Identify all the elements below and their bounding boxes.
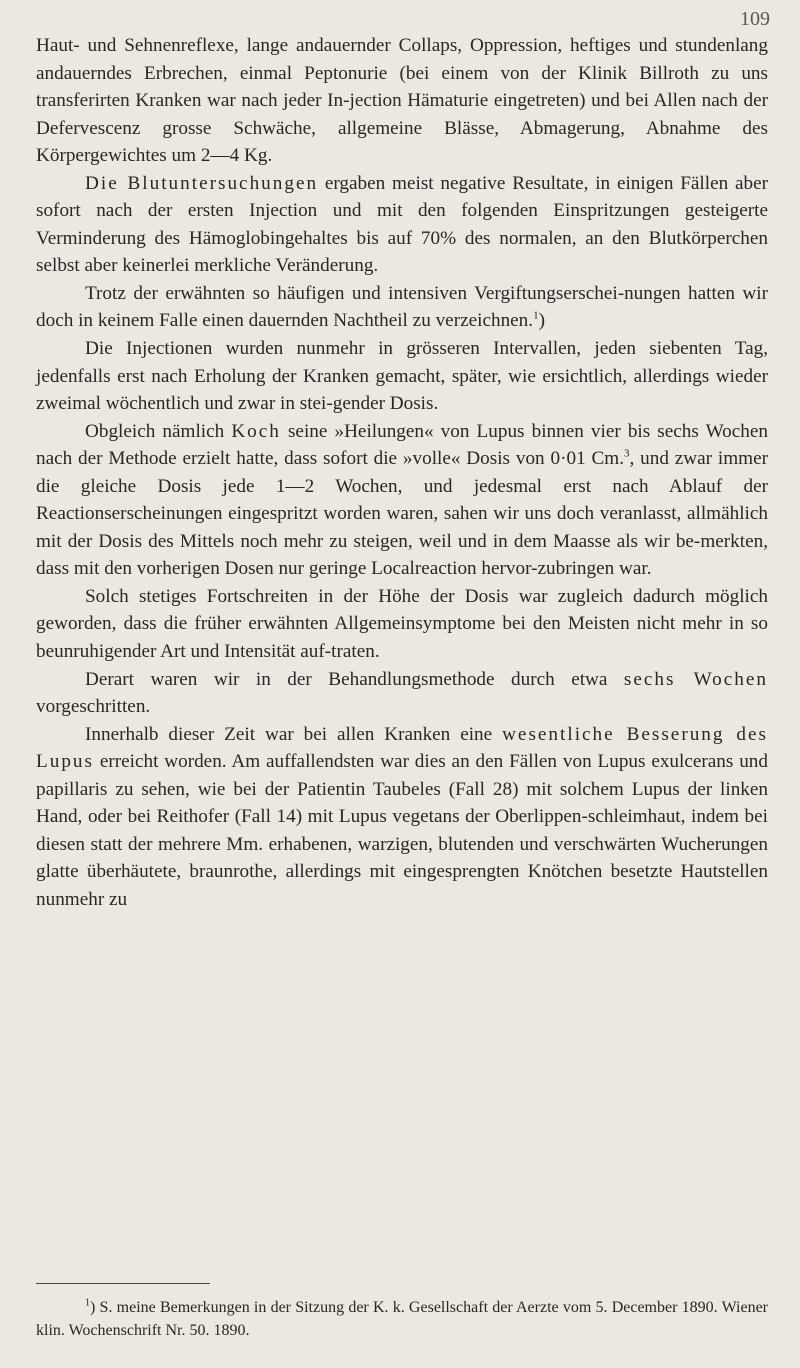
paragraph-6	[36, 583, 768, 666]
paragraph-3	[36, 280, 768, 335]
paragraph-text: seine »Heilungen« von Lupus binnen vier bis sechs Wochen nach der Methode erzielt hatte, dass sofort die »volle« Dosis von 0·01 Cm.	[36, 420, 768, 470]
paragraph-text: )	[538, 310, 545, 332]
paragraph-text: , und zwar immer die gleiche Dosis jede 1—2 Wochen, und jedesmal erst nach Ablauf der Reactionserscheinungen eingespritzt worden waren, sahen wir uns doch veranlasst, allmählich mit der Dosis des Mittels noch mehr zu steigen, weil und in dem Maasse als wir be-merkten, dass mit den vorherigen Dosen nur geringe Localreaction hervor-zubringen war.	[36, 448, 768, 580]
footnote-body: ) S. meine Bemerkungen in der Sitzung der K. k. Gesellschaft der Aerzte vom 5. December 1890. Wiener klin. Wochenschrift Nr. 50. 1890.	[36, 1299, 768, 1339]
superscript-unit: 3	[624, 447, 630, 460]
paragraph-text: erreicht worden. Am auffallendsten war dies an den Fällen von Lupus exulcerans und papillaris zu sehen, wie bei der Patientin Taubeles (Fall 28) mit solchem Lupus der linken Hand, oder bei Reithofer (Fall 14) mit Lupus vegetans der Oberlippen-schleimhaut, indem bei diesen statt der mehrere Mm. erhabenen, warzigen, blutenden und verschwärten Wucherungen glatte überhäutete, braunrothe, allerdings mit eingesprengten Knötchen besetzte Hautstellen nunmehr zu	[36, 751, 768, 910]
spaced-emphasis: wesentliche Besserung des Lupus	[36, 723, 768, 773]
paragraph-1	[36, 32, 768, 170]
paragraph-text: Innerhalb dieser Zeit war bei allen Kranken eine	[85, 723, 503, 745]
paragraph-text: vorgeschritten.	[36, 696, 151, 718]
paragraph-text: Die Injectionen wurden nunmehr in grösseren Intervallen, jeden siebenten Tag, jedenfalls erst nach Erholung der Kranken gemacht, später, wie ersichtlich, allerdings wieder zweimal wöchentlich und zwar in stei-gender Dosis.	[36, 338, 768, 415]
paragraph-text: ergaben meist negative Resultate, in einigen Fällen aber sofort nach der ersten Injection und mit den folgenden Einspritzungen gesteigerte Verminderung des Hämoglobingehaltes bis auf 70% des normalen, an den Blutkörperchen selbst aber keinerlei merkliche Veränderung.	[36, 172, 769, 277]
paragraph-7	[36, 666, 768, 721]
paragraph-text: Obgleich nämlich	[85, 420, 232, 442]
spaced-emphasis: Die Blutuntersuchungen	[85, 172, 319, 194]
paragraph-text: Derart waren wir in der Behandlungsmethode durch etwa	[85, 668, 624, 690]
footnote	[36, 1296, 768, 1342]
paragraph-text: Trotz der erwähnten so häufigen und intensiven Vergiftungserschei-nungen hatten wir doch in keinem Falle einen dauernden Nachtheil zu verzeichnen.	[36, 282, 768, 332]
body-text	[36, 32, 768, 914]
footnote-marker: 1	[85, 1297, 90, 1309]
spaced-emphasis: Koch	[231, 420, 281, 442]
spaced-emphasis: sechs Wochen	[623, 668, 768, 690]
paragraph-4	[36, 335, 768, 418]
paragraph-5	[36, 418, 768, 583]
footnote-marker: 1	[533, 310, 539, 323]
footnote-divider	[36, 1283, 210, 1284]
paragraph-2	[36, 170, 768, 280]
paragraph-8	[36, 721, 768, 914]
paragraph-text: Solch stetiges Fortschreiten in der Höhe der Dosis war zugleich dadurch möglich geworden, dass die früher erwähnten Allgemeinsymptome bei den Meisten nicht mehr in so beunruhigender Art und Intensität auf-traten.	[36, 585, 768, 663]
page-number: 109	[740, 8, 770, 30]
paragraph-text: Haut- und Sehnenreflexe, lange andauernder Collaps, Oppression, heftiges und stundenlang andauerndes Erbrechen, einmal Peptonurie (bei einem von der Klinik Billroth zu uns transferirten Kranken war nach jeder In-jection Hämaturie eingetreten) und bei Allen nach der Defervescenz grosse Schwäche, allgemeine Blässe, Abmagerung, Abnahme des Körpergewichtes um 2—4 Kg.	[36, 35, 768, 167]
footnote-text	[36, 1296, 768, 1342]
